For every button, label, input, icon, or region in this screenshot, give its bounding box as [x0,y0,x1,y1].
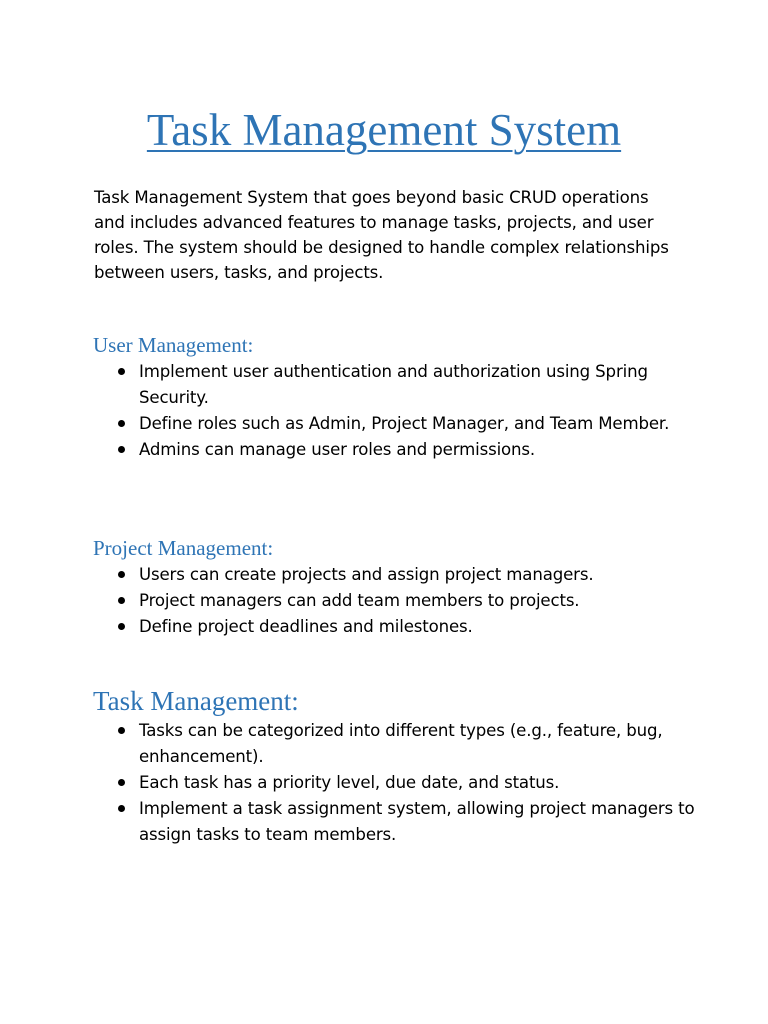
list-item-text: Define roles such as Admin, Project Manager, and Team Member. [139,414,670,433]
list-item-text: Define project deadlines and milestones. [139,617,473,636]
bullet-icon [118,779,125,786]
bullet-icon [118,368,125,375]
list-item-text: Admins can manage user roles and permissions. [139,440,536,459]
bullet-icon [118,571,125,578]
intro-paragraph: Task Management System that goes beyond basic CRUD operations and includes advanced features to manage tasks, projects, and user roles. The system should be designed to handle complex relationships between users, tasks, and projects. [94,188,669,282]
bullet-icon [118,805,125,812]
list-item [139,718,699,770]
bullet-list-project-management [139,562,699,640]
section-heading-project-management: Project Management: [93,536,274,560]
list-item-text: Tasks can be categorized into different types (e.g., feature, bug, enhancement). [139,721,663,766]
bullet-list-user-management [139,359,699,463]
list-item [139,588,699,614]
section-heading-user-management: User Management: [93,333,254,357]
document-title: Task Management System [146,105,622,155]
bullet-list-task-management [139,718,699,848]
list-item [139,796,699,848]
list-item-text: Project managers can add team members to projects. [139,591,580,610]
section-heading-task-management: Task Management: [93,686,299,716]
list-item-text: Implement a task assignment system, allowing project managers to assign tasks to team members. [139,799,695,844]
list-item-text: Each task has a priority level, due date, and status. [139,773,560,792]
bullet-icon [118,623,125,630]
bullet-icon [118,420,125,427]
bullet-icon [118,597,125,604]
list-item-text: Users can create projects and assign project managers. [139,565,594,584]
list-item [139,437,699,463]
list-item [139,411,699,437]
list-item [139,770,699,796]
bullet-icon [118,727,125,734]
list-item [139,562,699,588]
list-item [139,359,699,411]
bullet-icon [118,446,125,453]
list-item [139,614,699,640]
list-item-text: Implement user authentication and authorization using Spring Security. [139,362,648,407]
